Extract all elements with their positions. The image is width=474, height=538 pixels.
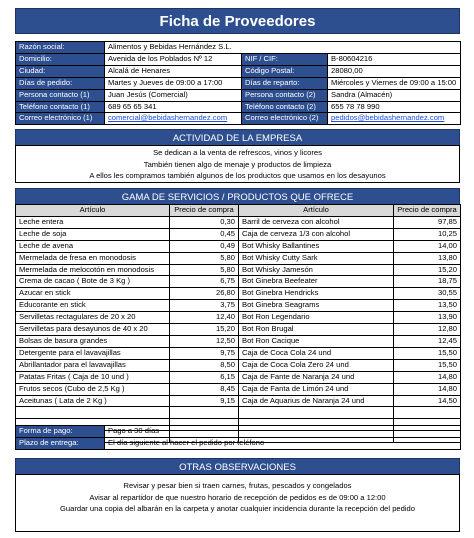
product-price: 0,30 [170, 216, 239, 228]
product-name: Caja de Fanta de Limón 24 und [239, 383, 394, 395]
product-name: Bot Ron Cacique [239, 335, 394, 347]
reparto-value: Miércoles y Viernes de 09:00 a 15:00 [328, 77, 461, 89]
razon-value: Alimentos y Bebidas Hernández S.L. [105, 42, 461, 54]
domicilio-value: Avenida de los Poblados Nº 12 [105, 53, 242, 65]
product-name: Caja de Fante de Naranja 24 und [239, 371, 394, 383]
product-price: 15,20 [170, 324, 239, 336]
table-row [16, 42, 461, 54]
col-precio-left: Precio de compra [170, 205, 239, 217]
col-articulo-right: Artículo [239, 205, 394, 217]
product-name: Bot Ron Brugal [239, 324, 394, 336]
plazo-label: Plazo de entrega: [16, 437, 105, 449]
product-price: 14,50 [394, 395, 461, 407]
product-name: Crema de cacao ( Bote de 3 Kg ) [16, 276, 170, 288]
ciudad-label: Ciudad: [16, 65, 105, 77]
product-price: 0,45 [170, 228, 239, 240]
product-name: Detergente para el lavavajillas [16, 347, 170, 359]
tel2-label: Teléfono contacto (2) [242, 101, 328, 113]
product-name: Caja de cerveza 1/3 con alcohol [239, 228, 394, 240]
actividad-line: A ellos les compramos también algunos de los productos que usamos en los desayunos [89, 171, 386, 180]
mail1-cell [105, 113, 242, 125]
product-price: 8,45 [170, 383, 239, 395]
product-name: Bot Whisky Jamesón [239, 264, 394, 276]
product-price: 5,80 [170, 252, 239, 264]
forma-pago-value: Pago a 30 días [105, 426, 461, 438]
table-row [16, 359, 461, 371]
col-precio-right: Precio de compra [394, 205, 461, 217]
product-name: Bot Whisky Ballantines [239, 240, 394, 252]
mail2-label: Correo electrónico (2) [242, 113, 328, 125]
product-price: 12,40 [170, 312, 239, 324]
table-row [16, 77, 461, 89]
product-price: 14,00 [394, 240, 461, 252]
product-name: Mermelada de fresa en monodosis [16, 252, 170, 264]
product-name: Abrillantador para el lavavajillas [16, 359, 170, 371]
plazo-value: El día siguiente al hacer el pedido por teléfono [105, 437, 461, 449]
product-price [170, 407, 239, 419]
tel1-value: 689 65 65 341 [105, 101, 242, 113]
product-name: Leche de soja [16, 228, 170, 240]
table-row [16, 240, 461, 252]
product-price: 8,50 [170, 359, 239, 371]
contacto2-value: Sandra (Almacén) [328, 89, 461, 101]
product-price: 5,80 [170, 264, 239, 276]
product-name: Servilletas para desayunos de 40 x 20 [16, 324, 170, 336]
product-price: 12,50 [170, 335, 239, 347]
table-row [16, 89, 461, 101]
provider-info-table [15, 41, 461, 125]
product-price: 15,50 [394, 347, 461, 359]
product-price: 26,80 [170, 288, 239, 300]
product-price: 18,75 [394, 276, 461, 288]
mail2-link[interactable]: pedidos@bebidashernandez.com [331, 113, 445, 123]
actividad-line: También tienen algo de menaje y productos de limpieza [143, 159, 332, 169]
product-name [16, 407, 170, 419]
table-row [16, 53, 461, 65]
tel1-label: Teléfono contacto (1) [16, 101, 105, 113]
product-price: 97,85 [394, 216, 461, 228]
product-price: 10,25 [394, 228, 461, 240]
table-row [16, 407, 461, 419]
products-table [15, 204, 461, 443]
table-row [16, 101, 461, 113]
table-row [16, 347, 461, 359]
table-row [16, 312, 461, 324]
page-title: Ficha de Proveedores [15, 8, 460, 34]
actividad-line: Se dedican a la venta de refrescos, vinos y licores [153, 148, 322, 157]
table-row [16, 113, 461, 125]
product-name: Caja de Coca Cola 24 und [239, 347, 394, 359]
product-price: 6,75 [170, 276, 239, 288]
product-name: Bot Ginebra Hendricks [239, 288, 394, 300]
product-name: Bot Ron Legendario [239, 312, 394, 324]
payment-table [15, 425, 461, 450]
product-name: Servilletas rectagulares de 20 x 20 [16, 312, 170, 324]
product-price: 15,20 [394, 264, 461, 276]
table-row [16, 228, 461, 240]
product-price: 15,50 [394, 359, 461, 371]
contacto2-label: Persona contacto (2) [242, 89, 328, 101]
mail2-cell [328, 113, 461, 125]
product-name: Patatas Fritas ( Caja de 10 und ) [16, 371, 170, 383]
table-row [16, 335, 461, 347]
table-row [16, 371, 461, 383]
product-name: Bolsas de basura grandes [16, 335, 170, 347]
razon-label: Razón social: [16, 42, 105, 54]
tel2-value: 655 78 78 990 [328, 101, 461, 113]
product-name: Aceitunas ( Lata de 2 Kg ) [16, 395, 170, 407]
product-price: 13,50 [394, 300, 461, 312]
product-name: Bot Whisky Cutty Sark [239, 252, 394, 264]
table-row [16, 300, 461, 312]
forma-pago-label: Forma de pago: [16, 426, 105, 438]
contacto1-label: Persona contacto (1) [16, 89, 105, 101]
pedido-value: Martes y Jueves de 09:00 a 17:00 [105, 77, 242, 89]
table-row [16, 383, 461, 395]
product-name: Leche de avena [16, 240, 170, 252]
table-row [16, 65, 461, 77]
product-name: Bot Ginebra Beefeater [239, 276, 394, 288]
product-price: 13,90 [394, 312, 461, 324]
product-price: 14,80 [394, 383, 461, 395]
product-name: Leche entera [16, 216, 170, 228]
col-articulo-left: Artículo [16, 205, 170, 217]
ciudad-value: Alcalá de Henares [105, 65, 242, 77]
table-row [16, 426, 461, 438]
product-price: 12,45 [394, 335, 461, 347]
nif-value: B-80604216 [328, 53, 461, 65]
domicilio-label: Domicilio: [16, 53, 105, 65]
table-row [16, 288, 461, 300]
actividad-title: ACTIVIDAD DE LA EMPRESA [15, 129, 460, 146]
table-row [16, 276, 461, 288]
mail1-link[interactable]: comercial@bebidashernandez.com [108, 113, 228, 123]
gama-title: GAMA DE SERVICIOS / PRODUCTOS QUE OFRECE [15, 188, 460, 205]
product-name: Educorante en stick [16, 300, 170, 312]
reparto-label: Días de reparto: [242, 77, 328, 89]
product-price: 0,49 [170, 240, 239, 252]
observaciones-title: OTRAS OBSERVACIONES [15, 458, 460, 475]
product-price: 6,15 [170, 371, 239, 383]
table-row [16, 216, 461, 228]
observacion-line: Revisar y pesar bien si traen carnes, frutas, pescados y congelados [123, 481, 352, 490]
contacto1-value: Juan Jesús (Comercial) [105, 89, 242, 101]
product-name: Frutos secos (Cubo de 2,5 Kg ) [16, 383, 170, 395]
product-name: Caja de Coca Cola Zero 24 und [239, 359, 394, 371]
product-name: Bot Ginebra Seagrams [239, 300, 394, 312]
product-price: 30,55 [394, 288, 461, 300]
product-price: 9,75 [170, 347, 239, 359]
cp-label: Código Postal: [242, 65, 328, 77]
table-header-row [16, 205, 461, 217]
observacion-line: Avisar al repartidor de que nuestro horario de recepción de pedidos es de 09:00 a 12:00 [89, 492, 386, 502]
cp-value: 28080,00 [328, 65, 461, 77]
table-row [16, 252, 461, 264]
observacion-line: Guardar una copia del albarán en la carpeta y anotar cualquier incidencia durante la recepción del pedido [59, 504, 416, 513]
nif-label: NIF / CIF: [242, 53, 328, 65]
product-name: Barril de cerveza con alcohol [239, 216, 394, 228]
product-name: Mermelada de melocotón en monodosis [16, 264, 170, 276]
table-row [16, 264, 461, 276]
product-price: 3,75 [170, 300, 239, 312]
table-row [16, 437, 461, 449]
product-name [239, 407, 394, 419]
product-price: 14,80 [394, 371, 461, 383]
table-row [16, 324, 461, 336]
product-name: Azucar en stick [16, 288, 170, 300]
mail1-label: Correo electrónico (1) [16, 113, 105, 125]
product-price: 12,80 [394, 324, 461, 336]
product-name: Caja de Aquarius de Naranja 24 und [239, 395, 394, 407]
pedido-label: Días de pedido: [16, 77, 105, 89]
product-price: 13,80 [394, 252, 461, 264]
actividad-box [15, 145, 460, 183]
product-price [394, 407, 461, 419]
observaciones-box [15, 474, 460, 532]
product-price: 9,15 [170, 395, 239, 407]
table-row [16, 395, 461, 407]
